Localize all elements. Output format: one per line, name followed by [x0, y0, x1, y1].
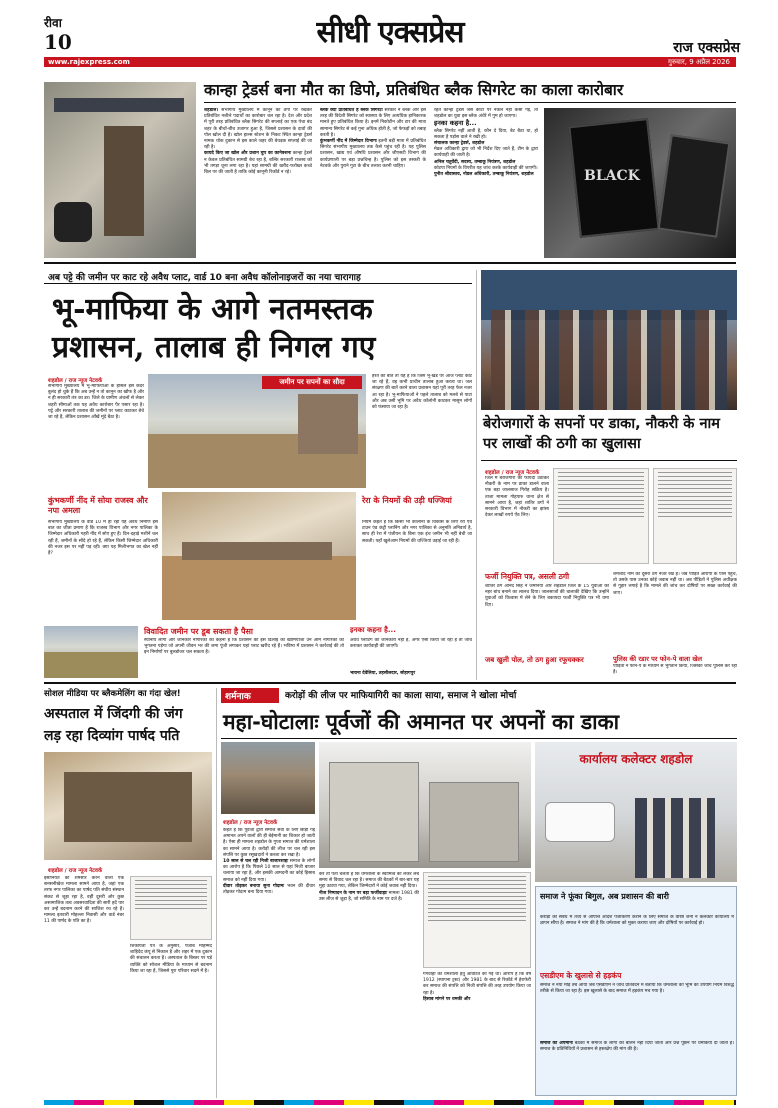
job-fraud-column-3: शमशाद नाम का दूसरा ठग नजर रखे है। जब पीड़ित आरोपी के पास पहुंचे, तो उसके पास उनका कोई जवाब नहीं था। अब पीड़ितों ने पुलिस अधीक्षक से गुहार लगाई है कि मामले की जांच कर दोषियों पर सख्त कार्रवाई की जाए।: [613, 572, 737, 596]
document-photo-1: [553, 468, 649, 564]
group-photo: [481, 270, 737, 410]
land-column-4: संभागीय मुख्यालय के वार्ड 10 में हो रहा यह अवैध निर्माण इस बात का जीता प्रमाण है कि राजस्व विभाग और नगर पालिका के जिम्मेदार अधिकारी गहरी नींद में सोए हुए हैं। दिन-दहाड़े मशीनें चल रही हैं, जमीनों के सौदे हो रहे हैं, लेकिन किसी जिम्मेदार अधिकारी की नजर इस पर नहीं पड़ रही। क्या यह मिलीभगत का खेल नहीं है?: [48, 520, 158, 557]
ghotala-subhead-2: दीवार तोड़कर बनाया सुना गोदामः: [223, 883, 285, 889]
land-headline-line1: भू-माफिया के आगे नतमस्तक: [52, 292, 373, 327]
land-photo-field: [44, 626, 138, 678]
hospital-letter-photo: [130, 876, 212, 940]
land-subhead-3: विवादित जमीन पर डूब सकता है पैसा: [144, 627, 253, 636]
land-byline: शहडोल / राज न्यूज नेटवर्क: [48, 378, 103, 384]
ghotala-subhead-3: नीज निष्पादन के नाम पर बड़ा फर्जीवाड़ाः: [319, 890, 388, 896]
ghotala-kicker: करोड़ों की लीज पर माफियागिरी का काला साया, समाज ने खोला मोर्चा: [285, 691, 517, 701]
land-column-6: स्थानीय लोगों और जानकार नागरिकों का कहना है कि प्रशासन की इस ढिलाई का खामियाजा उन आम नागरिकों को भुगतना पड़ेगा जो अपनी जीवन भर की जमा पूंजी लगाकर यहां प्लाट खरीद रहे हैं। भविष्य में प्रशासन ने कार्रवाई की तो इन निर्माणों पर बुलडोजर चल सकता है।: [144, 638, 344, 656]
society-box-text-3: समाज का अपमानः बैठकों में समाज के लोगों को बोलने नहीं दिया जाता और प्रश्न पूछने पर धमकियां दी जाती हैं। समाज के प्रतिनिधियों ने प्रशासन से हस्तक्षेप की मांग की है।: [540, 1041, 734, 1053]
job-fraud-column-4: पीड़ितों ने फोन-पे के माध्यम से भुगतान किया, जिसकी जांच पुलिस कर रही है।: [613, 664, 737, 676]
job-fraud-headline: बेरोजगारों के सपनों पर डाका, नौकरी के नाम पर लाखों की ठगी का खुलासा: [483, 416, 720, 452]
issue-date: गुरुवार, 9 अप्रैल 2026: [668, 58, 730, 66]
hospital-byline: शहडोल / राज न्यूज नेटवर्क: [48, 868, 103, 874]
kanha-subhead-quotes: इनका कहना है...: [434, 119, 477, 128]
society-box-headline: समाज ने फूंका बिगुल, अब प्रशासन की बारी: [540, 892, 669, 901]
land-author: भावना देवेलिया, तहसीलदार, सोहागपुर: [350, 671, 416, 676]
land-kicker: अब पट्टे की जमीन पर काट रहे अवैध प्लाट, वार्ड 10 बना अवैध कॉलोनाइजरों का नया चारागाह: [48, 273, 361, 283]
quote-author-1: संचालक कान्हा ट्रेडर्स, शहडोल: [434, 141, 485, 147]
collector-office-photo: [535, 742, 737, 882]
page-label: रीवा: [44, 16, 62, 30]
kanha-column-2: ब्लैक क्यों प्रतिबंधित है ब्लैक सिगरेटः सरकार ने ब्लैक और इस तरह की विदेशी सिगरेट को स्वास्थ्य के लिए अत्यधिक हानिकारक मानते हुए प्रतिबंधित किया है। इनमें निकोटीन और टार की मात्रा सामान्य सिगरेट से कई गुना अधिक होती है, जो फेफड़ों को तबाह करती है। कुंभकर्णी नींद में जिम्मेदार विभागः इतनी बड़ी मात्रा में प्रतिबंधित सिगरेट संभागीय मुख्यालय तक कैसे पहुंच रही है। यह पुलिस प्रशासन, खाद्य एवं औषधि प्रशासन और जीएसटी विभाग की कार्यप्रणाली पर बड़ा प्रश्नचिन्ह है। पुलिस को इस तस्करी के नेटवर्क और पुराने गुटा के बीच तलाश करनी चाहिए।: [320, 108, 426, 169]
land-photo-wall: [162, 492, 356, 620]
story-maha-ghotala: [216, 688, 736, 1098]
pack-brand-label: BLACK: [584, 168, 640, 184]
kanha-column-3: रहते कान्हा ट्रेडर्स जैसे कोटों पर नकेल नहीं कसी गई, तो शहडोल का युवा इस ब्लैक अंधेरे में गुम हो जाएगा। इनका कहना है... ब्लैक सिगरेट नहीं आती है, कौन दे दिया, बेट बैठा था, हो सकता है पड़ोस वाले ने रखी हो। संचालक कान्हा ट्रेडर्स, शहडोल मेडल अधिकारी द्वारा जो भी निर्देश दिए जाते हैं, टीम के द्वारा कार्यवाही की जाती है। अनिल चतुर्वेदी, सदस्य, तम्बाकू नियंत्रण, शहडोल कोटपा नियमों के विपरीत यह जांच करके कार्यवाही की जाएगी। पुनीत श्रीवास्तव, नोडल अधिकारी, तम्बाकू नियंत्रण, शहडोल: [434, 108, 538, 178]
print-registration-strip: [44, 1100, 736, 1105]
society-box-subhead-1: एसडीएम के खुलासे से हड़कंप: [540, 971, 622, 980]
land-column-5: नियम कहते हैं कि किसी भी कॉलोनी के विकास के लिए रेरा एवं टाउन एंड कंट्री प्लानिंग और नगर पालिका से अनुमति अनिवार्य है, साथ ही रेरा में पंजीयन के बिना एक इंच जमीन भी नहीं बेची जा सकती। यहाँ खुलेआम नियमों की धज्जियां उड़ाई जा रही हैं।: [362, 520, 472, 544]
hospital-photo: [44, 752, 212, 860]
hospital-kicker: सोशल मीडिया पर ब्लैकमेलिंग का गंदा खेल!: [44, 689, 181, 699]
kanha-headline: कान्हा ट्रेडर्स बना मौत का डिपो, प्रतिबंधित ब्लैक सिगरेट का काला कारोबार: [204, 81, 624, 99]
ghotala-headline: महा-घोटालाः पूर्वजों की अमानत पर अपनों का डाका: [223, 710, 620, 734]
ghotala-subhead-4: हिसाब मांगने पर धमकी और: [423, 996, 471, 1002]
ghotala-subhead-1: 10 साल से चल रही निजी बाजारशाहः: [223, 859, 289, 865]
website[interactable]: www.rajexpress.com: [48, 58, 130, 66]
society-box-subhead-2: समाज का अपमानः: [540, 1041, 573, 1046]
job-fraud-subhead-3: पुलिस की रडार पर फोन-पे वाला खेल: [613, 655, 703, 663]
job-fraud-column-2: शातिर ठग आनंद सिंह ने जमनिया और शहडोल जिले के 15 युवाओं को नहर बांध बनाने का लालच दिया। जालसाजों की चालाकी देखिए कि उन्होंने युवाओं को विश्वास में लेने के लिए बकायदा फर्जी नियुक्ति पत्र भी थमा दिए।: [485, 584, 609, 608]
ghotala-column-2: करें तो पता चलता है कि धर्मशाला के स्वामित्व को लेकर लंबे समय से विवाद चल रहा है। समाज की बैठकों में बार-बार यह मुद्दा उठाया गया, लेकिन जिम्मेदारों ने कोई जवाब नहीं दिया। नीज निष्पादन के नाम पर बड़ा फर्जीवाड़ाः मामला 1981 की उस लीज से जुड़ा है, जो समिति के नाम पर दर्ज है।: [319, 872, 419, 902]
section-title: सीधी एक्सप्रेस: [316, 15, 464, 50]
job-fraud-byline: शहडोल / राज न्यूज नेटवर्क: [485, 470, 540, 476]
society-box-text-1: करोड़ों का संबंध में तथ्य से आपत्ति आदेश पंजीकरण कराने के लिए समाज के वरिष्ठ जनों ने कलेक्टर कार्यालय में ज्ञापन सौंपा है। समाज ने मांग की है कि धर्मशाला को मुक्त कराया जाए और दोषियों पर कार्रवाई हो।: [540, 915, 734, 927]
hospital-column-2: शिकायती पत्र के अनुसार, पंजाब मोहम्मद शाहिदेद कंपू से निकाल है और शहर में एक दुकान की संचालन करता है। अस्पताल के बिस्तर पर पड़े व्यक्ति को सोशल मीडिया के माध्यम से बदनाम किया जा रहा है, जिससे पूरा परिवार सदमे में है।: [130, 944, 212, 974]
masthead: [0, 0, 778, 68]
land-column-1: संभागीय मुख्यालय में भू-माफियाओं के हौसले इस कदर बुलंद हो चुके हैं कि अब उन्हें न तो कानून का खौफ है और न ही सरकारी तंत्र का डर। जिले के ग्रामीण अंचलों से लेकर शहरी सीमाओं तक यह अवैध कारोबार पैर पसार रहा है। पट्टे और सरकारी तालाब की जमीनों पर प्लाट काटकर बेचे जा रहे हैं, लेकिन प्रशासन आँखें मूंदे बैठा है।: [48, 384, 144, 421]
ghotala-building-photo: [319, 742, 531, 868]
land-subhead-1: कुंभकर्णी नींद में सोया राजस्व और नपा अमला: [48, 496, 148, 515]
land-headline-line2: प्रशासन, तालाब ही निगल गए: [52, 330, 376, 365]
land-photo-plots: [148, 374, 366, 488]
ghotala-column-1: कहते हैं कि पूर्वजों द्वारा समाज सेवा के लिए छोड़ी गई अमानत अपने वालों की ही बेईमानी का शिकार हो जाती है। ऐसा ही मामला शहडोल के गुप्ता समाज की धर्मशाला का सामने आया है। करोड़ों की लीज पर चल रही इस संपत्ति पर कुछ रसूखदारों ने कब्जा कर रखा है। 10 साल से चल रही निजी बाजारशाहः समाज के लोगों का आरोप है कि पिछले 10 साल से यहां निजी बाजार चलाया जा रहा है, और इसकी आमदनी का कोई हिसाब समाज को नहीं दिया गया। दीवार तोड़कर बनाया सुना गोदामः भवन की दीवार तोड़कर गोदाम बना दिया गया।: [223, 828, 315, 896]
hospital-headline-line1: अस्पताल में जिंदगी की जंग: [44, 706, 183, 722]
story-land-mafia: [44, 270, 472, 680]
job-fraud-subhead-1: फर्जी नियुक्ति पत्र, असली ठगी: [485, 572, 570, 581]
document-photo-2: [653, 468, 737, 564]
society-box: [535, 886, 737, 1096]
story-job-fraud: [476, 270, 736, 680]
brand-name: राज एक्सप्रेस: [673, 40, 740, 56]
job-fraud-column-1: जिले में बेरोजगारों का फायदा उठाकर नौकरी के नाम पर डाका डालने वाला एक बड़ा जालसाज गिरोह सक्रिय है। ताजा मामला गोहपारु थाना क्षेत्र से सामने आया है, जहां शातिर ठगों ने सरकारी विभाग में नौकरी का झांसा देकर लाखों रुपये ऐंठ लिए।: [485, 476, 549, 519]
ghotala-document-photo: [423, 872, 531, 968]
ghotala-byline: शहडोल / राज न्यूज नेटवर्क: [223, 820, 278, 826]
hospital-headline-line2: लड़ रहा दिव्यांग पार्षद पति: [44, 728, 180, 744]
collector-sign: कार्यालय कलेक्टर शहडोल: [579, 752, 693, 766]
story-hospital: [44, 688, 212, 1098]
land-column-7: अवैध प्लॉटिंग की जानकारी नहीं है, अगर ऐसा किया जा रहा है तो जांच कराकर कार्यवाही की जाएगी।: [350, 638, 472, 650]
shameful-tag: शर्मनाक: [221, 688, 279, 703]
kanha-column-1: शहडोल। संभागीय मुख्यालय में कानून को ठेंगा पर रखकर प्रतिबंधित नशीले पदार्थों का कारोबार चल रहा है। देश और प्रदेश में पूरी तरह प्रतिबंधित ब्लैक सिगरेट की सप्लाई का एक पेचा बंद शहर के बीचों-बीच उजागर हुआ है, जिससे प्रशासन के दावों की पोल खोल दी है। खोल हाल्स स्टेशन के निकट स्थित कान्हा ट्रेडर्स नामक थोक दुकान से इस काले जहर की बेधड़क सप्लाई की जा रही है। कायदे किए जा खोल और प्रशान चुप का कानेक्शनः कान्हा ट्रेडर्स न केवल प्रतिबंधित सामग्री बेच रहा है, बल्कि सरकारी राजस्व को भी तगड़ा चूना लगा रहा है। यहां सामग्री की खरीद-फरोख्त कच्चे बिल पर की जाती है ताकि कोई कानूनी रिकॉर्ड न रहे।: [204, 108, 312, 176]
story-kanha-traders: [44, 74, 736, 260]
shop-photo: [44, 82, 196, 258]
ghotala-ruins-photo: [221, 742, 315, 814]
cigarette-pack-photo: [544, 108, 736, 258]
society-box-text-2: समाज ने नया मोड़ तब आया जब एसडीएम ने जांच प्रतिवेदन में बताया कि धर्मशाला की भूमि का उपयोग नियम विरुद्ध तरीके से किया जा रहा है। इस खुलासे के बाद समाज में हड़कंप मच गया है।: [540, 983, 734, 995]
ghotala-column-3: गंगवाही को धर्मशाला हेतु आवंटित की गई थी। आरोप है कि वर्ष 1912 (स्थापना ट्रस्ट) और 1981 के बाद से रिकॉर्ड में हेराफेरी कर समाज की संपत्ति को निजी संपत्ति की तरह उपयोग किया जा रहा है। हिसाब मांगने पर धमकी और: [423, 972, 531, 1002]
page-number: 10: [44, 30, 72, 54]
quote-author-3: पुनीत श्रीवास्तव, नोडल अधिकारी, तम्बाकू नियंत्रण, शहडोल: [434, 172, 534, 178]
land-subhead-2: रेरा के नियमों की उड़ी धज्जियां: [362, 496, 452, 505]
quote-author-2: अनिल चतुर्वेदी, सदस्य, तम्बाकू नियंत्रण, शहडोल: [434, 159, 516, 165]
land-photo-caption: जमीन पर सपनों का सौदा: [262, 376, 362, 389]
land-column-3: हैरत की बात तो यह है कि जिस भू-खंड पर आज प्लाट काटे जा रहे हैं, वह कभी प्राचीन तालाब हुआ करता था। जल संरक्षण की बातें करने वाला प्रशासन यहां पूरी तरह फेल नजर आ रहा है। भू-माफियाओं ने पहले तालाब को मलबे से पाटा और अब उसी भूमि पर अवैध कॉलोनी काटकर मासूम लोगों को फंसाया जा रहा है।: [372, 374, 472, 411]
job-fraud-subhead-2: जब खुली पोल, तो ठग हुआ रफूचक्कर: [485, 656, 584, 664]
hospital-column-1: इंसानियत को शर्मसार करने वाला एक सनसनीखेज मामला सामने आया है, जहां एक तरफ नगर पालिका का पार्षद पति संघीय संस्थान संकट से जूझ रहा है, वहीं दूसरी ओर कुछ असामाजिक तत्व अवसरवादिता की सारी हदें पार कर उन्हें बदनाम करने की साजिश रच रहे हैं। मामला इतवारी मोहल्ला निवासी और वार्ड नंबर 11 की पार्षद के पति का है।: [44, 876, 124, 925]
land-subhead-4: इनका कहना है...: [350, 626, 396, 634]
